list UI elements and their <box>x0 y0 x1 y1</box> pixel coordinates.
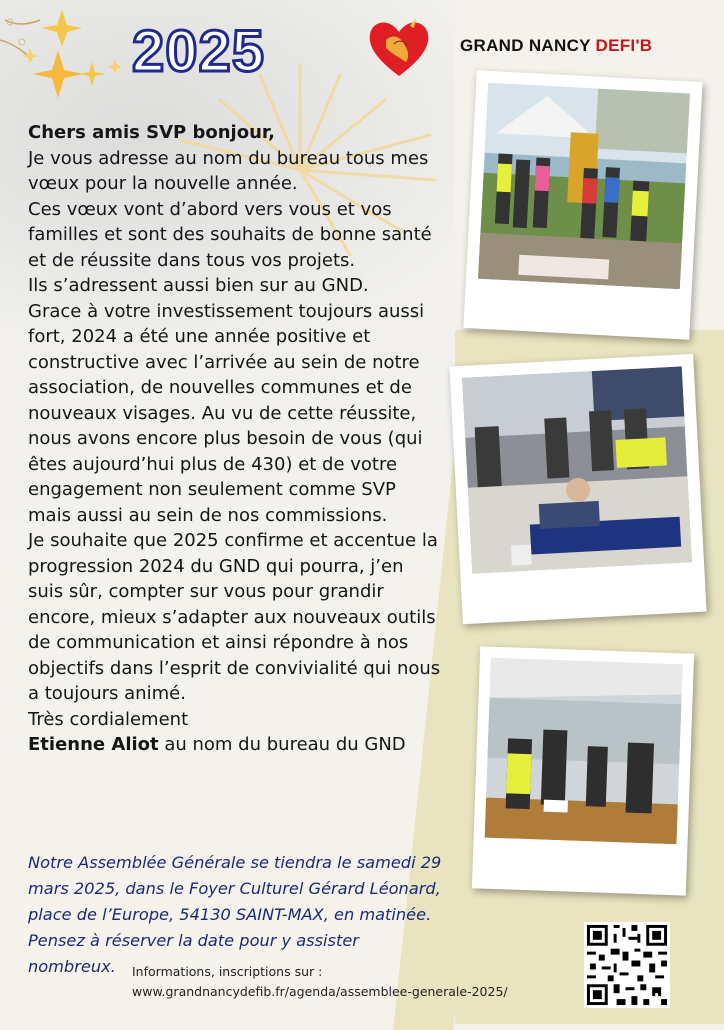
letter-line: a toujours animé. <box>28 683 186 704</box>
letter-line: de communication et ainsi répondre à nos <box>28 632 409 653</box>
letter-line: fort, 2024 a été une année positive et <box>28 326 371 347</box>
letter-lines <box>28 146 468 733</box>
letter-line: mais aussi au sein de nos commissions. <box>28 504 388 526</box>
outdoor-event-photo <box>463 70 702 339</box>
assembly-lines <box>28 850 458 954</box>
letter-line: Grace à votre investissement toujours aussi <box>28 300 425 322</box>
letter-line: constructive avec l’arrivée au sein de notre <box>28 351 420 373</box>
letter-line: et de réussite dans tous vos projets. <box>28 249 356 271</box>
year-title: 2025 <box>132 19 266 84</box>
info-url[interactable]: www.grandnancydefib.fr/agenda/assemblee-generale-2025/ <box>132 984 508 999</box>
volunteers-stand-photo <box>485 658 683 845</box>
assembly-line: mars 2025, dans le Foyer Culturel Gérard Léonard, <box>28 879 441 898</box>
assembly-line: Pensez à réserver la date pour y assister <box>28 931 359 950</box>
letter-signature <box>28 732 468 758</box>
letter-line: association, de nouvelles communes et de <box>28 377 412 398</box>
group-outdoor-tent-photo <box>478 83 690 289</box>
letter-line: Très cordialement <box>28 708 189 730</box>
brand-name-black: GRAND NANCY <box>460 36 596 55</box>
assembly-last-word: nombreux. <box>28 957 116 976</box>
letter-line: objectifs dans l’esprit de convivialité qui nous <box>28 657 441 679</box>
letter-line: Je vous adresse au nom du bureau tous mes <box>28 147 429 169</box>
letter-line: vœux pour la nouvelle année. <box>28 173 298 194</box>
letter-line: Je souhaite que 2025 confirme et accentue la <box>28 530 438 551</box>
assembly-line: place de l’Europe, 54130 SAINT-MAX, en matinée. <box>28 905 432 924</box>
info-block <box>132 962 508 1002</box>
sparkle-stars-icon <box>0 0 130 110</box>
letter-greeting: Chers amis SVP bonjour, <box>28 122 275 143</box>
letter-line: nouveaux visages. Au vu de cette réussite, <box>28 402 417 424</box>
letter-line: engagement non seulement comme SVP <box>28 479 396 500</box>
letter-line: Ils s’adressent aussi bien sur au GND. <box>28 275 369 296</box>
letter-line: suis sûr, compter sur vous pour grandir <box>28 581 384 602</box>
brand-name-red: DEFI'B <box>595 36 653 55</box>
letter-line: encore, mieux s’adapter aux nouveaux outils <box>28 606 436 628</box>
brand-name <box>460 36 652 56</box>
letter-line: progression 2024 du GND qui pourra, j’en <box>28 555 404 577</box>
qr-code-icon[interactable] <box>584 922 670 1008</box>
letter-body <box>28 120 468 758</box>
signature-rest: au nom du bureau du GND <box>158 734 406 755</box>
info-label: Informations, inscriptions sur : <box>132 964 323 979</box>
assembly-line: Notre Assemblée Générale se tiendra le samedi 29 <box>28 853 442 872</box>
assembly-notice <box>28 850 458 980</box>
letter-line: Ces vœux vont d’abord vers vous et vos <box>28 198 392 220</box>
letter-line: nous avons encore plus besoin de vous (qui <box>28 428 423 449</box>
heart-hands-logo-icon <box>366 14 432 80</box>
letter-line: familles et sont des souhaits de bonne santé <box>28 224 432 245</box>
signature-name: Etienne Aliot <box>28 734 159 755</box>
first-aid-training-photo <box>449 354 706 624</box>
cpr-training-photo <box>462 366 692 573</box>
stand-event-photo <box>472 646 694 895</box>
letter-line: êtes aujourd’hui plus de 430) et de votre <box>28 453 398 475</box>
